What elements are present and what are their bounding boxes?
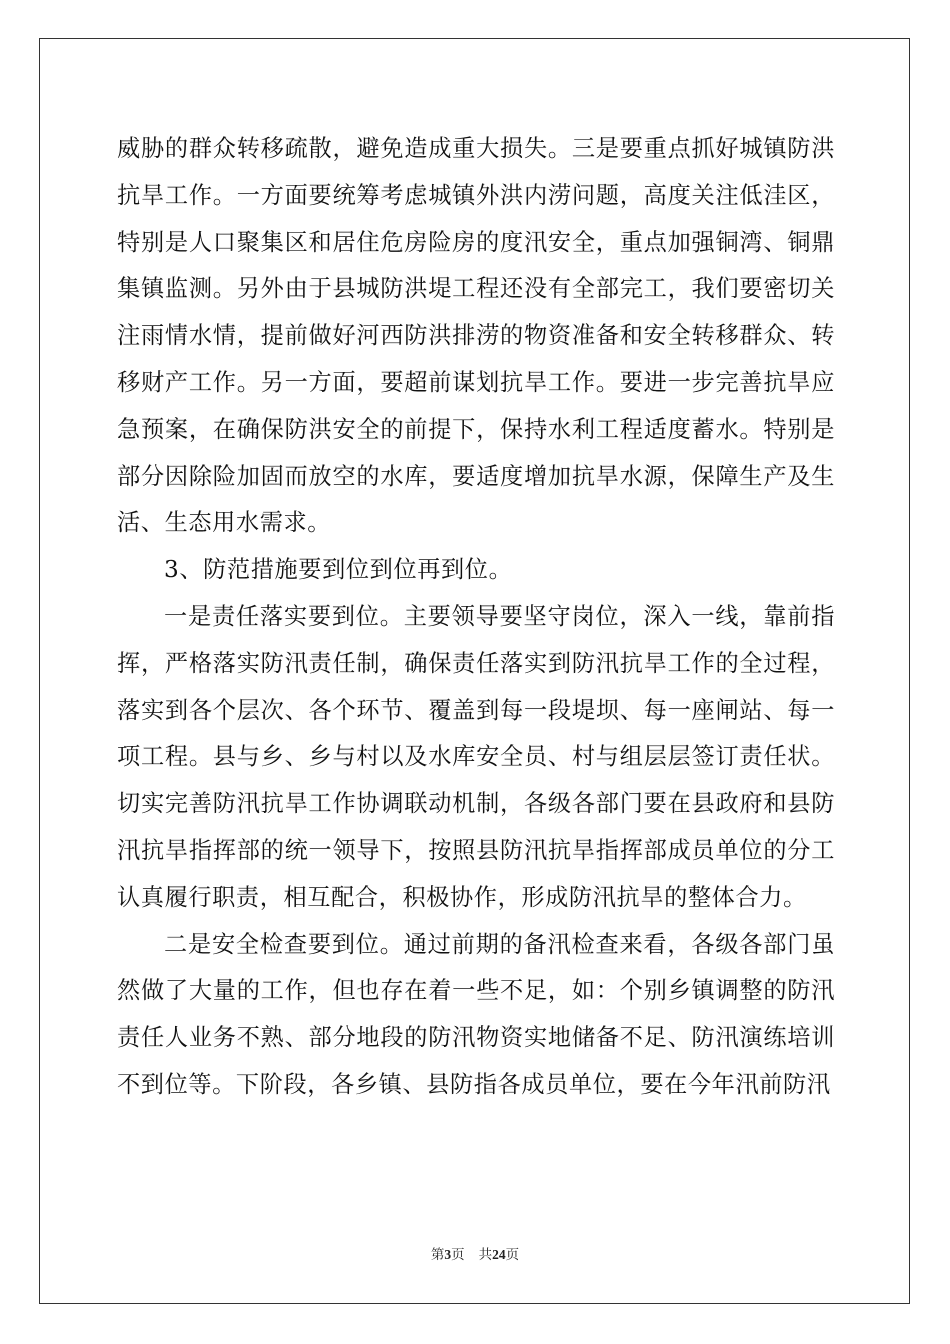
paragraph-4: 二是安全检查要到位。通过前期的备汛检查来看，各级各部门虽然做了大量的工作，但也存在着一些不足，如：个别乡镇调整的防汛责任人业务不熟、部分地段的防汛物资实地储备不足、防汛演练培训不到位等。下阶段，各乡镇、县防指各成员单位，要在今年汛前防汛 bbox=[117, 930, 835, 1098]
paragraph-3: 一是责任落实要到位。主要领导要坚守岗位，深入一线，靠前指挥，严格落实防汛责任制，确保责任落实到防汛抗旱工作的全过程，落实到各个层次、各个环节、覆盖到每一段堤坝、每一座闸站、每一项工程。县与乡、乡与村以及水库安全员、村与组层层签订责任状。切实完善防汛抗旱工作协调联动机制，各级各部门要在县政府和县防汛抗旱指挥部的统一领导下，按照县防汛抗旱指挥部成员单位的分工认真履行职责，相互配合，积极协作，形成防汛抗旱的整体合力。 bbox=[117, 602, 835, 911]
page-footer bbox=[0, 1246, 950, 1264]
current-page-number: 3 bbox=[444, 1247, 452, 1262]
total-page-count: 24 bbox=[492, 1247, 506, 1262]
document-body bbox=[117, 126, 835, 1109]
paragraph-1: 威胁的群众转移疏散，避免造成重大损失。三是要重点抓好城镇防洪抗旱工作。一方面要统筹考虑城镇外洪内涝问题，高度关注低洼区，特别是人口聚集区和居住危房险房的度汛安全，重点加强铜湾、铜鼎集镇监测。另外由于县城防洪堤工程还没有全部完工，我们要密切关注雨情水情，提前做好河西防洪排涝的物资准备和安全转移群众、转移财产工作。另一方面，要超前谋划抗旱工作。要进一步完善抗旱应急预案，在确保防洪安全的前提下，保持水利工程适度蓄水。特别是部分因除险加固而放空的水库，要适度增加抗旱水源，保障生产及生活、生态用水需求。 bbox=[117, 135, 835, 537]
total-prefix: 共 bbox=[478, 1247, 493, 1263]
paragraph-2-heading: 3、防范措施要到位到位再到位。 bbox=[164, 556, 513, 584]
page-suffix: 页 bbox=[451, 1247, 465, 1263]
page-prefix: 第 bbox=[430, 1247, 445, 1263]
total-suffix: 页 bbox=[505, 1247, 520, 1263]
